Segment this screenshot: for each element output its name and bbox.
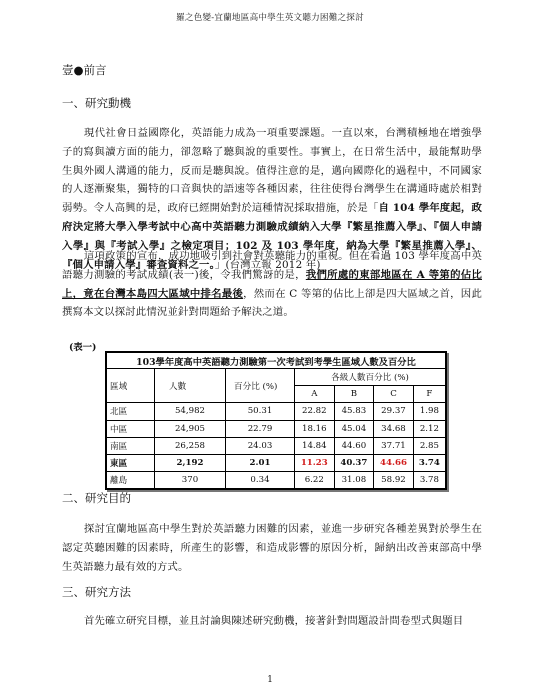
cell-a-highlight: 11.23 xyxy=(295,454,335,471)
p1-part-c: 」(台灣立報 2012 年) xyxy=(214,258,321,271)
p2-key-finding: 我們所處的東部地區在 A 等第的佔比上，竟在台灣本島四大區域中排名最後 xyxy=(62,268,482,300)
header-grade-c: C xyxy=(374,386,414,403)
p2-part-a: 這項政策的宣布，成功地吸引到社會對英聽能力的重視。但在看過 103 學年度高中英語聽力測驗的考試成績(表一)後，令我們驚訝的是， xyxy=(62,250,482,281)
table-row xyxy=(107,420,446,437)
cell-count: 24,905 xyxy=(155,420,226,437)
cell-region: 南區 xyxy=(107,437,155,454)
cell-percent: 24.03 xyxy=(226,437,295,454)
cell-region: 中區 xyxy=(107,420,155,437)
running-header: 羅之色變-宜蘭地區高中學生英文聽力困難之探討 xyxy=(176,13,364,23)
header-grade-a: A xyxy=(295,386,335,403)
cell-percent: 50.31 xyxy=(226,403,295,420)
cell-percent: 0.34 xyxy=(226,472,295,489)
cell-a: 14.84 xyxy=(295,437,335,454)
motivation-paragraph-2 xyxy=(62,247,482,322)
cell-f: 3.78 xyxy=(413,472,445,489)
cell-b: 44.60 xyxy=(334,437,374,454)
cell-a: 6.22 xyxy=(295,472,335,489)
cell-b: 31.08 xyxy=(334,472,374,489)
header-grade-pct: 各級人數百分比 (%) xyxy=(295,369,446,386)
method-heading: 三、研究方法 xyxy=(62,585,131,599)
purpose-paragraph xyxy=(62,520,482,576)
cell-count: 26,258 xyxy=(155,437,226,454)
method-text: 首先確立研究目標，並且討論與陳述研究動機，接著針對問題設計問卷型式與題目 xyxy=(83,615,464,627)
cell-a: 22.82 xyxy=(295,403,335,420)
table-row xyxy=(107,437,446,454)
preface-title: 壹●前言 xyxy=(62,63,107,77)
table-caption: 103學年度高中英語聽力測驗第一次考試到考學生區域人數及百分比 xyxy=(107,353,446,369)
cell-c: 58.92 xyxy=(374,472,414,489)
header-grade-f: F xyxy=(413,386,445,403)
cell-count: 370 xyxy=(155,472,226,489)
table-row xyxy=(107,472,446,489)
motivation-heading-block xyxy=(62,95,482,111)
p1-part-a: 現代社會日益國際化，英語能力成為一項重要課題。一直以來，台灣積極地在增強學子的寫與讀方面的能力，卻忽略了聽與說的重要性。事實上，在日常生活中，最能幫助學生與外國人溝通的能力，反而是聽與說。值得注意的是，邁向國際化的過程中，不同國家的人逐漸聚集，獨特的口音與快的語速等各種因素，往往使得台灣學生在溝通時處於相對弱勢。令人高興的是，政府已經開始對於這種情況採取措施，於是「 xyxy=(62,127,482,215)
cell-percent: 22.79 xyxy=(226,420,295,437)
cell-count: 2,192 xyxy=(155,454,226,471)
cell-percent: 2.01 xyxy=(226,454,295,471)
listening-test-table xyxy=(105,351,447,490)
table-row xyxy=(107,403,446,420)
cell-c: 29.37 xyxy=(374,403,414,420)
purpose-heading: 二、研究目的 xyxy=(62,491,131,505)
table-label: (表一) xyxy=(69,342,97,353)
purpose-text: 探討宜蘭地區高中學生對於英語聽力困難的因素，並進一步研究各種差異對於學生在認定英聽困難的因素時，所產生的影響，和造成影響的原因分析，歸納出改善東部高中學生英語聽力最有效的方式。 xyxy=(62,523,482,573)
header-count: 人數 xyxy=(155,369,226,403)
table-row-east-highlight xyxy=(107,454,446,471)
motivation-heading: 一、研究動機 xyxy=(62,96,131,110)
cell-c: 34.68 xyxy=(374,420,414,437)
purpose-heading-block xyxy=(62,490,482,506)
cell-a: 18.16 xyxy=(295,420,335,437)
cell-f: 2.85 xyxy=(413,437,445,454)
header-percent: 百分比 (%) xyxy=(226,369,295,403)
cell-region: 北區 xyxy=(107,403,155,420)
cell-b: 40.37 xyxy=(334,454,374,471)
method-heading-block xyxy=(62,584,482,600)
cell-region: 離島 xyxy=(107,472,155,489)
cell-region: 東區 xyxy=(107,454,155,471)
cell-b: 45.04 xyxy=(334,420,374,437)
section-title-preface xyxy=(62,62,482,78)
header-grade-b: B xyxy=(334,386,374,403)
p1-policy-quote: 自 104 學年度起，政府決定將大學入學考試中心高中英語聽力測驗成績納入大學『繁星推薦入學』、『個人申請入學』與『考試入學』之檢定項目；102 及 103 學年度，納為大學『繁星推薦入學』、『個人申請入學』審查資料之一。 xyxy=(62,202,482,271)
p2-part-c: ，然而在 C 等第的佔比上卻是四大區域之首，因此撰寫本文以探討此情況並針對問題給予解決之道。 xyxy=(62,287,482,319)
method-paragraph xyxy=(62,612,482,631)
cell-f: 2.12 xyxy=(413,420,445,437)
cell-f: 1.98 xyxy=(413,403,445,420)
cell-c: 37.71 xyxy=(374,437,414,454)
header-region: 區域 xyxy=(107,369,155,403)
cell-f: 3.74 xyxy=(413,454,445,471)
cell-b: 45.83 xyxy=(334,403,374,420)
page-number: 1 xyxy=(267,675,273,685)
cell-c-highlight: 44.66 xyxy=(374,454,414,471)
cell-count: 54,982 xyxy=(155,403,226,420)
